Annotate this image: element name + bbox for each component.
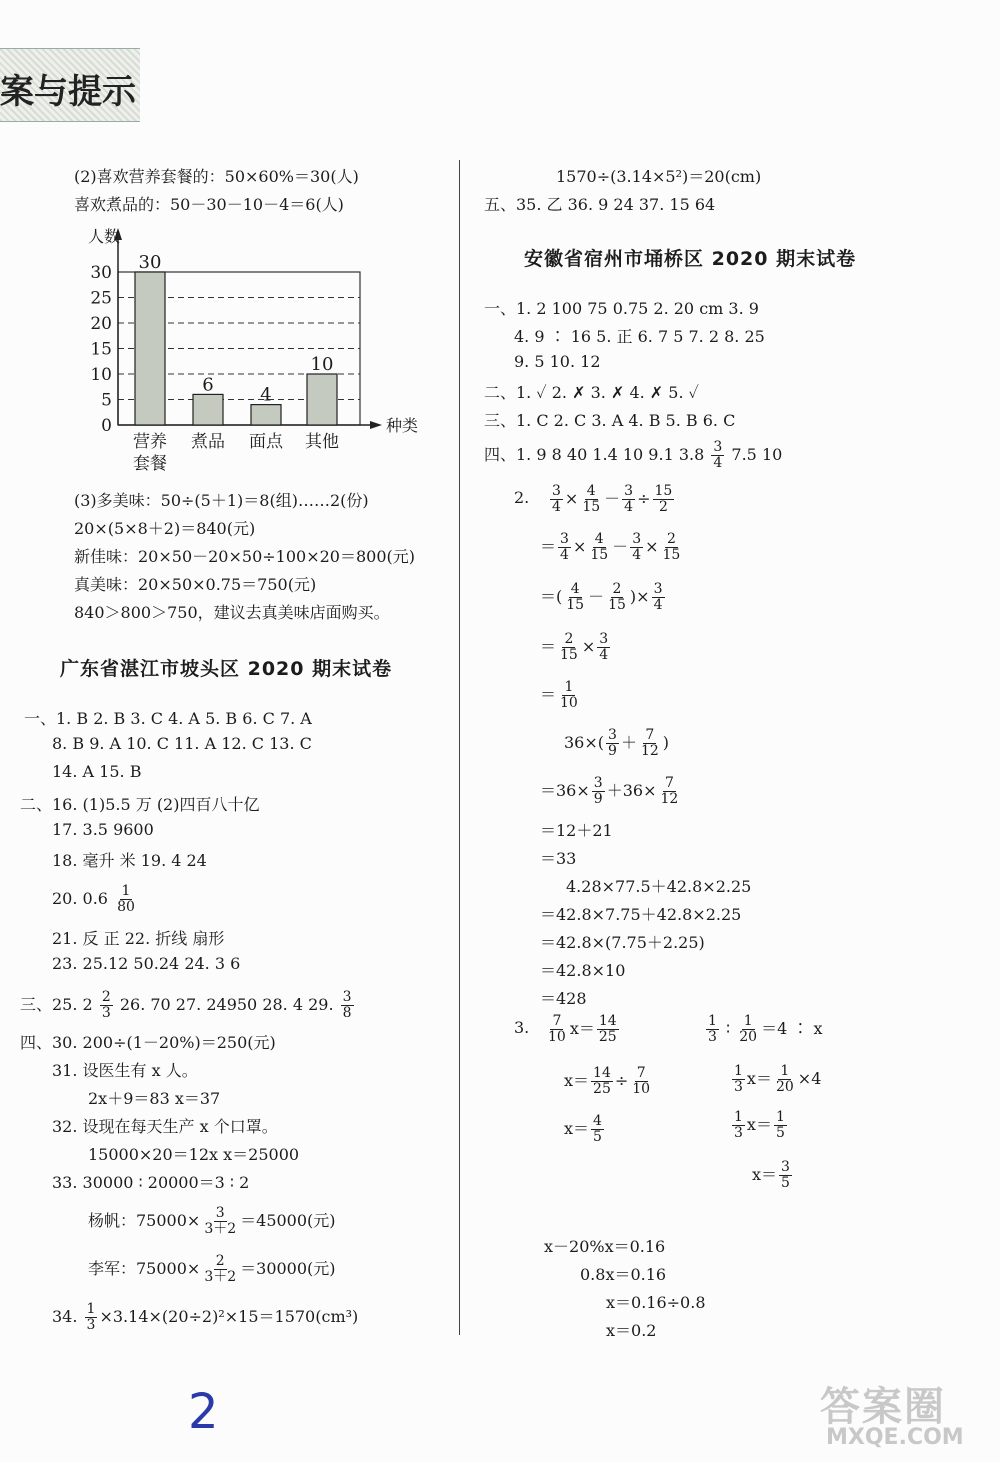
answer-line: 三、25. 2 $\frac{2}{3}$ 26. 70 27. 24950 28. 4 29. $\frac{3}{8}$ [20,989,352,1021]
fraction: $\frac{3}{4}$ [713,439,723,471]
fraction: $\frac{3}{3+2}$ [204,1205,237,1237]
y-tick-label: 30 [90,263,112,283]
calc-step: ＝42.8×(7.75＋2.25) [540,933,705,952]
answer-line: 8. B 9. A 10. C 11. A 12. C 13. C [52,734,312,753]
answer-line: 34. $\frac{1}{3}$ ×3.14×(20÷2)²×15＝1570(cm³) [52,1301,359,1333]
equation: x＝ $\frac{4}{5}$ [564,1113,602,1145]
answer-line: 一、1. 2 100 75 0.75 2. 20 cm 3. 9 [484,299,759,318]
answer-line [52,884,139,915]
answer-line: 31. 设医生有 x 人。 [52,1061,198,1080]
watermark-url: MXQE.COM [826,1425,964,1450]
answer-line: 杨帆：75000× $\frac{3}{3+2}$ ＝45000(元) [88,1205,336,1237]
section-title-right: 安徽省宿州市埇桥区 2020 期末试卷 [524,248,857,270]
part3-line-4: 真美味：20×50×0.75＝750(元) [74,575,317,594]
answer-line: 15000×20＝12x x＝25000 [88,1145,300,1164]
column-divider [459,160,460,1335]
answer-line: 四、1. 9 8 40 1.4 10 9.1 3.8 $\frac{3}{4}$ 7.5 10 [484,439,783,471]
answer-line: 9. 5 10. 12 [514,352,601,371]
calc-step: ＝428 [540,989,587,1008]
fraction: $\frac{1}{3}$ [86,1301,96,1333]
calc-step: ＝42.8×7.75＋42.8×2.25 [540,905,742,924]
answer-line: 4. 9 ∶ 16 5. 正 6. 7 5 7. 2 8. 25 [514,327,765,346]
equation: $\frac{1}{3}$ x＝ $\frac{1}{20}$ ×4 [734,1063,822,1095]
bar [251,405,281,425]
x-category-label: 煮品 [191,432,225,452]
calc-step: $\frac{3}{4}$ × $\frac{4}{15}$ － $\frac{3}{4}$ ÷ $\frac{15}{2}$ [552,483,673,515]
equation: 0.8x＝0.16 [580,1265,667,1284]
bar-chart [60,220,440,480]
equation: $\frac{7}{10}$ x＝ $\frac{14}{25}$ [548,1013,617,1045]
intro-line-1: (2)喜欢营养套餐的：50×60%＝30(人) [74,167,359,186]
x-axis-label: 种类 [386,416,419,435]
x-category-label: 营养 [133,432,167,452]
fraction: $\frac{3}{8}$ [342,989,352,1021]
answer-line: 三、1. C 2. C 3. A 4. B 5. B 6. C [484,411,736,430]
equation: $\frac{1}{3}$ ∶ $\frac{1}{20}$ ＝4 ∶ x [708,1013,823,1045]
calc-step: ＝33 [540,849,577,868]
x-axis-arrow [370,421,382,429]
answer-line: 21. 反 正 22. 折线 扇形 [52,929,225,948]
part3-line-1: (3)多美味：50÷(5＋1)＝8(组)……2(份) [74,491,369,510]
answer-line: 18. 毫升 米 19. 4 24 [52,851,207,870]
equation: x＝0.2 [606,1321,657,1340]
calc-step: ＝( $\frac{4}{15}$ － $\frac{2}{15}$ )× $\frac{3}{4}$ [540,581,663,613]
answer-line: 2. [514,488,530,507]
answer-line: 1570÷(3.14×5²)＝20(cm) [556,167,762,186]
answer-line: 32. 设现在每天生产 x 个口罩。 [52,1117,278,1136]
part3-line-2: 20×(5×8＋2)＝840(元) [74,519,256,538]
x-category-label: 套餐 [133,454,167,474]
calc-step: ＝ $\frac{1}{10}$ [540,679,578,711]
fraction: $\frac{2}{3}$ [101,989,111,1021]
intro-line-2: 喜欢煮品的：50－30－10－4＝6(人) [74,195,344,214]
answer-text: 20. 0.6 [52,889,108,908]
calc-step: ＝42.8×10 [540,961,626,980]
answer-line: 李军：75000× $\frac{2}{3+2}$ ＝30000(元) [88,1253,336,1285]
y-tick-label: 25 [90,288,112,309]
calc-step: 36×( $\frac{3}{9}$ ＋ $\frac{7}{12}$ ) [564,727,670,759]
calc-step: ＝ $\frac{2}{15}$ × $\frac{3}{4}$ [540,631,609,663]
x-category-label: 面点 [249,432,283,452]
equation: x＝0.16÷0.8 [606,1293,706,1312]
part3-line-5: 840＞800＞750，建议去真美味店面购买。 [74,603,390,622]
watermark-logo: 答案圈 [820,1384,946,1430]
y-tick-label: 10 [90,365,112,385]
answer-line: 四、30. 200÷(1－20%)＝250(元) [20,1033,276,1052]
y-tick-label: 0 [101,416,112,436]
handwritten-page-number: 2 [188,1384,219,1440]
bar [135,272,165,425]
answer-line: 17. 3.5 9600 [52,820,154,839]
answer-line: 2x＋9＝83 x＝37 [88,1089,221,1108]
answer-line: 14. A 15. B [52,762,142,781]
equation: x＝ $\frac{14}{25}$ ÷ $\frac{7}{10}$ [564,1065,651,1097]
bar-value-label: 30 [138,252,162,273]
y-tick-label: 20 [90,314,112,334]
answer-line: 33. 30000 ∶ 20000＝3 ∶ 2 [52,1173,250,1192]
part3-line-3: 新佳味：20×50－20×50÷100×20＝800(元) [74,547,415,566]
equation: $\frac{1}{3}$ x＝ $\frac{1}{5}$ [734,1109,785,1141]
answer-line: 五、35. 乙 36. 9 24 37. 15 64 [484,195,716,214]
answer-line: 二、16. (1)5.5 万 (2)四百八十亿 [20,795,260,814]
x-category-label: 其他 [305,432,339,452]
calc-step: ＝ $\frac{3}{4}$ × $\frac{4}{15}$ － $\frac{3}{4}$ × $\frac{2}{15}$ [540,531,681,563]
answer-line: 3. [514,1018,530,1037]
bar-value-label: 4 [260,384,272,406]
bar-value-label: 6 [202,374,214,396]
section-title-left: 广东省湛江市坡头区 2020 期末试卷 [60,658,393,680]
answer-line: 二、1. ✓ 2. ✗ 3. ✗ 4. ✗ 5. ✓ [484,383,699,402]
bar [193,394,223,425]
y-axis-label: 人数 [88,227,121,246]
equation: x－20%x＝0.16 [544,1237,666,1256]
y-tick-label: 15 [90,339,112,360]
fraction: $\frac{1}{80}$ [117,883,135,915]
bar-value-label: 10 [310,354,334,375]
bar [307,374,337,425]
calc-step: ＝12＋21 [540,821,613,840]
calc-step: ＝36× $\frac{3}{9}$ ＋36× $\frac{7}{12}$ [540,775,679,807]
answer-line: 23. 25.12 50.24 24. 3 6 [52,954,241,973]
fraction: $\frac{2}{3+2}$ [204,1253,237,1285]
header-title: 案与提示 [0,72,136,112]
equation: x＝ $\frac{3}{5}$ [752,1159,790,1191]
y-tick-label: 5 [101,390,112,411]
answer-line: 一、1. B 2. B 3. C 4. A 5. B 6. C 7. A [24,709,312,728]
calc-step: 4.28×77.5＋42.8×2.25 [566,877,752,896]
